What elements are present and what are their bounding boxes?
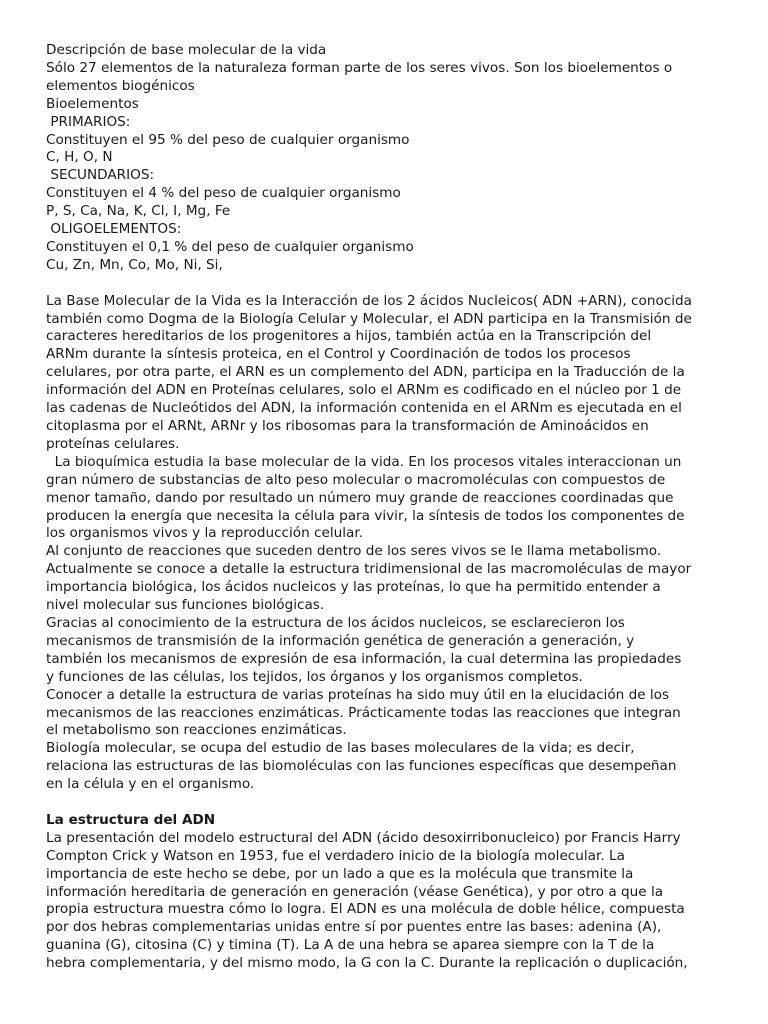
document-title: Descripción de base molecular de la vida bbox=[46, 42, 327, 58]
paragraph-line: información del ADN en Proteínas celulares, solo el ARNm es codificado en el núcleo por 1 de bbox=[46, 382, 682, 399]
paragraph-acidos-nucleicos bbox=[46, 615, 746, 687]
paragraph-line: las cadenas de Nucleótidos del ADN, la información contenida en el ARNm es ejecutada en el bbox=[46, 400, 682, 417]
paragraph-line: y funciones de las células, los tejidos, los órganos y los organismos completos. bbox=[46, 668, 583, 685]
paragraph-line: información hereditaria de generación en generación (véase Genética), y por otro a que la bbox=[46, 883, 664, 900]
paragraph-line: proteínas celulares. bbox=[46, 435, 180, 452]
secundarios-desc: Constituyen el 4 % del peso de cualquier organismo bbox=[46, 185, 401, 202]
paragraph-line: La presentación del modelo estructural del ADN (ácido desoxirribonucleico) por Francis Harry bbox=[46, 829, 681, 846]
paragraph-line: en la célula y en el organismo. bbox=[46, 776, 255, 793]
spacer bbox=[46, 275, 746, 293]
paragraph-line: Compton Crick y Watson en 1953, fue el verdadero inicio de la biología molecular. La bbox=[46, 847, 625, 864]
spacer bbox=[46, 794, 746, 812]
secundarios-label: SECUNDARIOS: bbox=[46, 167, 155, 184]
paragraph-line: menor tamaño, dando por resultado un número muy grande de reacciones coordinadas que bbox=[46, 489, 674, 506]
intro-line: Sólo 27 elementos de la naturaleza forman parte de los seres vivos. Son los bioelementos o bbox=[46, 59, 673, 76]
intro-line: elementos biogénicos bbox=[46, 77, 195, 94]
paragraph-line: La Base Molecular de la Vida es la Interacción de los 2 ácidos Nucleicos( ADN +ARN), conocida bbox=[46, 292, 692, 309]
paragraph-line: Biología molecular, se ocupa del estudio de las bases moleculares de la vida; es decir, bbox=[46, 740, 635, 757]
oligoelementos-label: OLIGOELEMENTOS: bbox=[46, 221, 182, 238]
paragraph-line: ARNm durante la síntesis proteica, en el Control y Coordinación de todos los procesos bbox=[46, 346, 631, 363]
paragraph-line: por dos hebras complementarias unidas entre sí por puentes entre las bases: adenina (A), bbox=[46, 919, 662, 936]
paragraph-line: importancia de este hecho se debe, por un lado a que es la molécula que transmite la bbox=[46, 865, 634, 882]
paragraph-line: guanina (G), citosina (C) y timina (T). La A de una hebra se aparea siempre con la T de la bbox=[46, 937, 655, 954]
paragraph-macromoleculas bbox=[46, 561, 746, 615]
oligoelementos-elements: Cu, Zn, Mn, Co, Mo, Ni, Si, bbox=[46, 256, 223, 273]
paragraph-line: los organismos vivos y la reproducción celular. bbox=[46, 525, 364, 542]
paragraph-line: también los mecanismos de expresión de esa información, la cual determina las propiedades bbox=[46, 650, 682, 667]
document-page bbox=[46, 42, 746, 973]
paragraph-biologia-molecular bbox=[46, 740, 746, 794]
oligoelementos-desc: Constituyen el 0,1 % del peso de cualquier organismo bbox=[46, 238, 414, 255]
paragraph-line: el metabolismo son reacciones enzimáticas. bbox=[46, 722, 347, 739]
primarios-elements: C, H, O, N bbox=[46, 149, 113, 166]
paragraph-bioquimica bbox=[46, 454, 746, 544]
paragraph-line: mecanismos de transmisión de la información genética de generación a generación, y bbox=[46, 632, 635, 649]
bioelementos-label: Bioelementos bbox=[46, 95, 139, 112]
paragraph-line: Actualmente se conoce a detalle la estructura tridimensional de las macromoléculas de mayor bbox=[46, 561, 692, 578]
paragraph-line: gran número de substancias de alto peso molecular o macromoléculas con compuestos de bbox=[46, 471, 666, 488]
paragraph-line: propia estructura muestra cómo lo logra. El ADN es una molécula de doble hélice, compuesta bbox=[46, 901, 685, 918]
paragraph-line: Al conjunto de reacciones que suceden dentro de los seres vivos se le llama metabolismo. bbox=[46, 543, 662, 560]
paragraph-estructura-adn bbox=[46, 830, 746, 973]
primarios-label: PRIMARIOS: bbox=[46, 113, 131, 130]
paragraph-line: citoplasma por el ARNt, ARNr y los ribosomas para la transformación de Aminoácidos en bbox=[46, 418, 649, 435]
secundarios-elements: P, S, Ca, Na, K, Cl, I, Mg, Fe bbox=[46, 203, 231, 220]
paragraph-line: importancia biológica, los ácidos nucleicos y las proteínas, lo que ha permitido entender a bbox=[46, 579, 661, 596]
section-heading-adn: La estructura del ADN bbox=[46, 811, 216, 828]
paragraph-proteinas bbox=[46, 687, 746, 741]
paragraph-line: mecanismos de las reacciones enzimáticas. Prácticamente todas las reacciones que integran bbox=[46, 704, 681, 721]
paragraph-line: La bioquímica estudia la base molecular de la vida. En los procesos vitales interaccionan un bbox=[46, 453, 682, 470]
paragraph-line: relaciona las estructuras de las biomoléculas con las funciones específicas que desempeñan bbox=[46, 758, 677, 775]
paragraph-metabolismo bbox=[46, 543, 746, 561]
paragraph-line: también como Dogma de la Biología Celular y Molecular, el ADN participa en la Transmisión de bbox=[46, 310, 692, 327]
paragraph-line: Conocer a detalle la estructura de varias proteínas ha sido muy útil en la elucidación de los bbox=[46, 686, 670, 703]
paragraph-line: Gracias al conocimiento de la estructura de los ácidos nucleicos, se esclarecieron los bbox=[46, 614, 625, 631]
paragraph-line: hebra complementaria, y del mismo modo, la G con la C. Durante la replicación o duplicación, bbox=[46, 955, 688, 972]
paragraph-line: celulares, por otra parte, el ARN es un complemento del ADN, participa en la Traducción de la bbox=[46, 364, 685, 381]
paragraph-line: nivel molecular sus funciones biológicas. bbox=[46, 597, 325, 614]
paragraph-line: caracteres hereditarios de los progenitores a hijos, también actúa en la Transcripción del bbox=[46, 328, 652, 345]
primarios-desc: Constituyen el 95 % del peso de cualquier organismo bbox=[46, 131, 410, 148]
paragraph-line: producen la energía que necesita la célula para vivir, la síntesis de todos los componentes de bbox=[46, 507, 685, 524]
paragraph-base-molecular bbox=[46, 293, 746, 454]
